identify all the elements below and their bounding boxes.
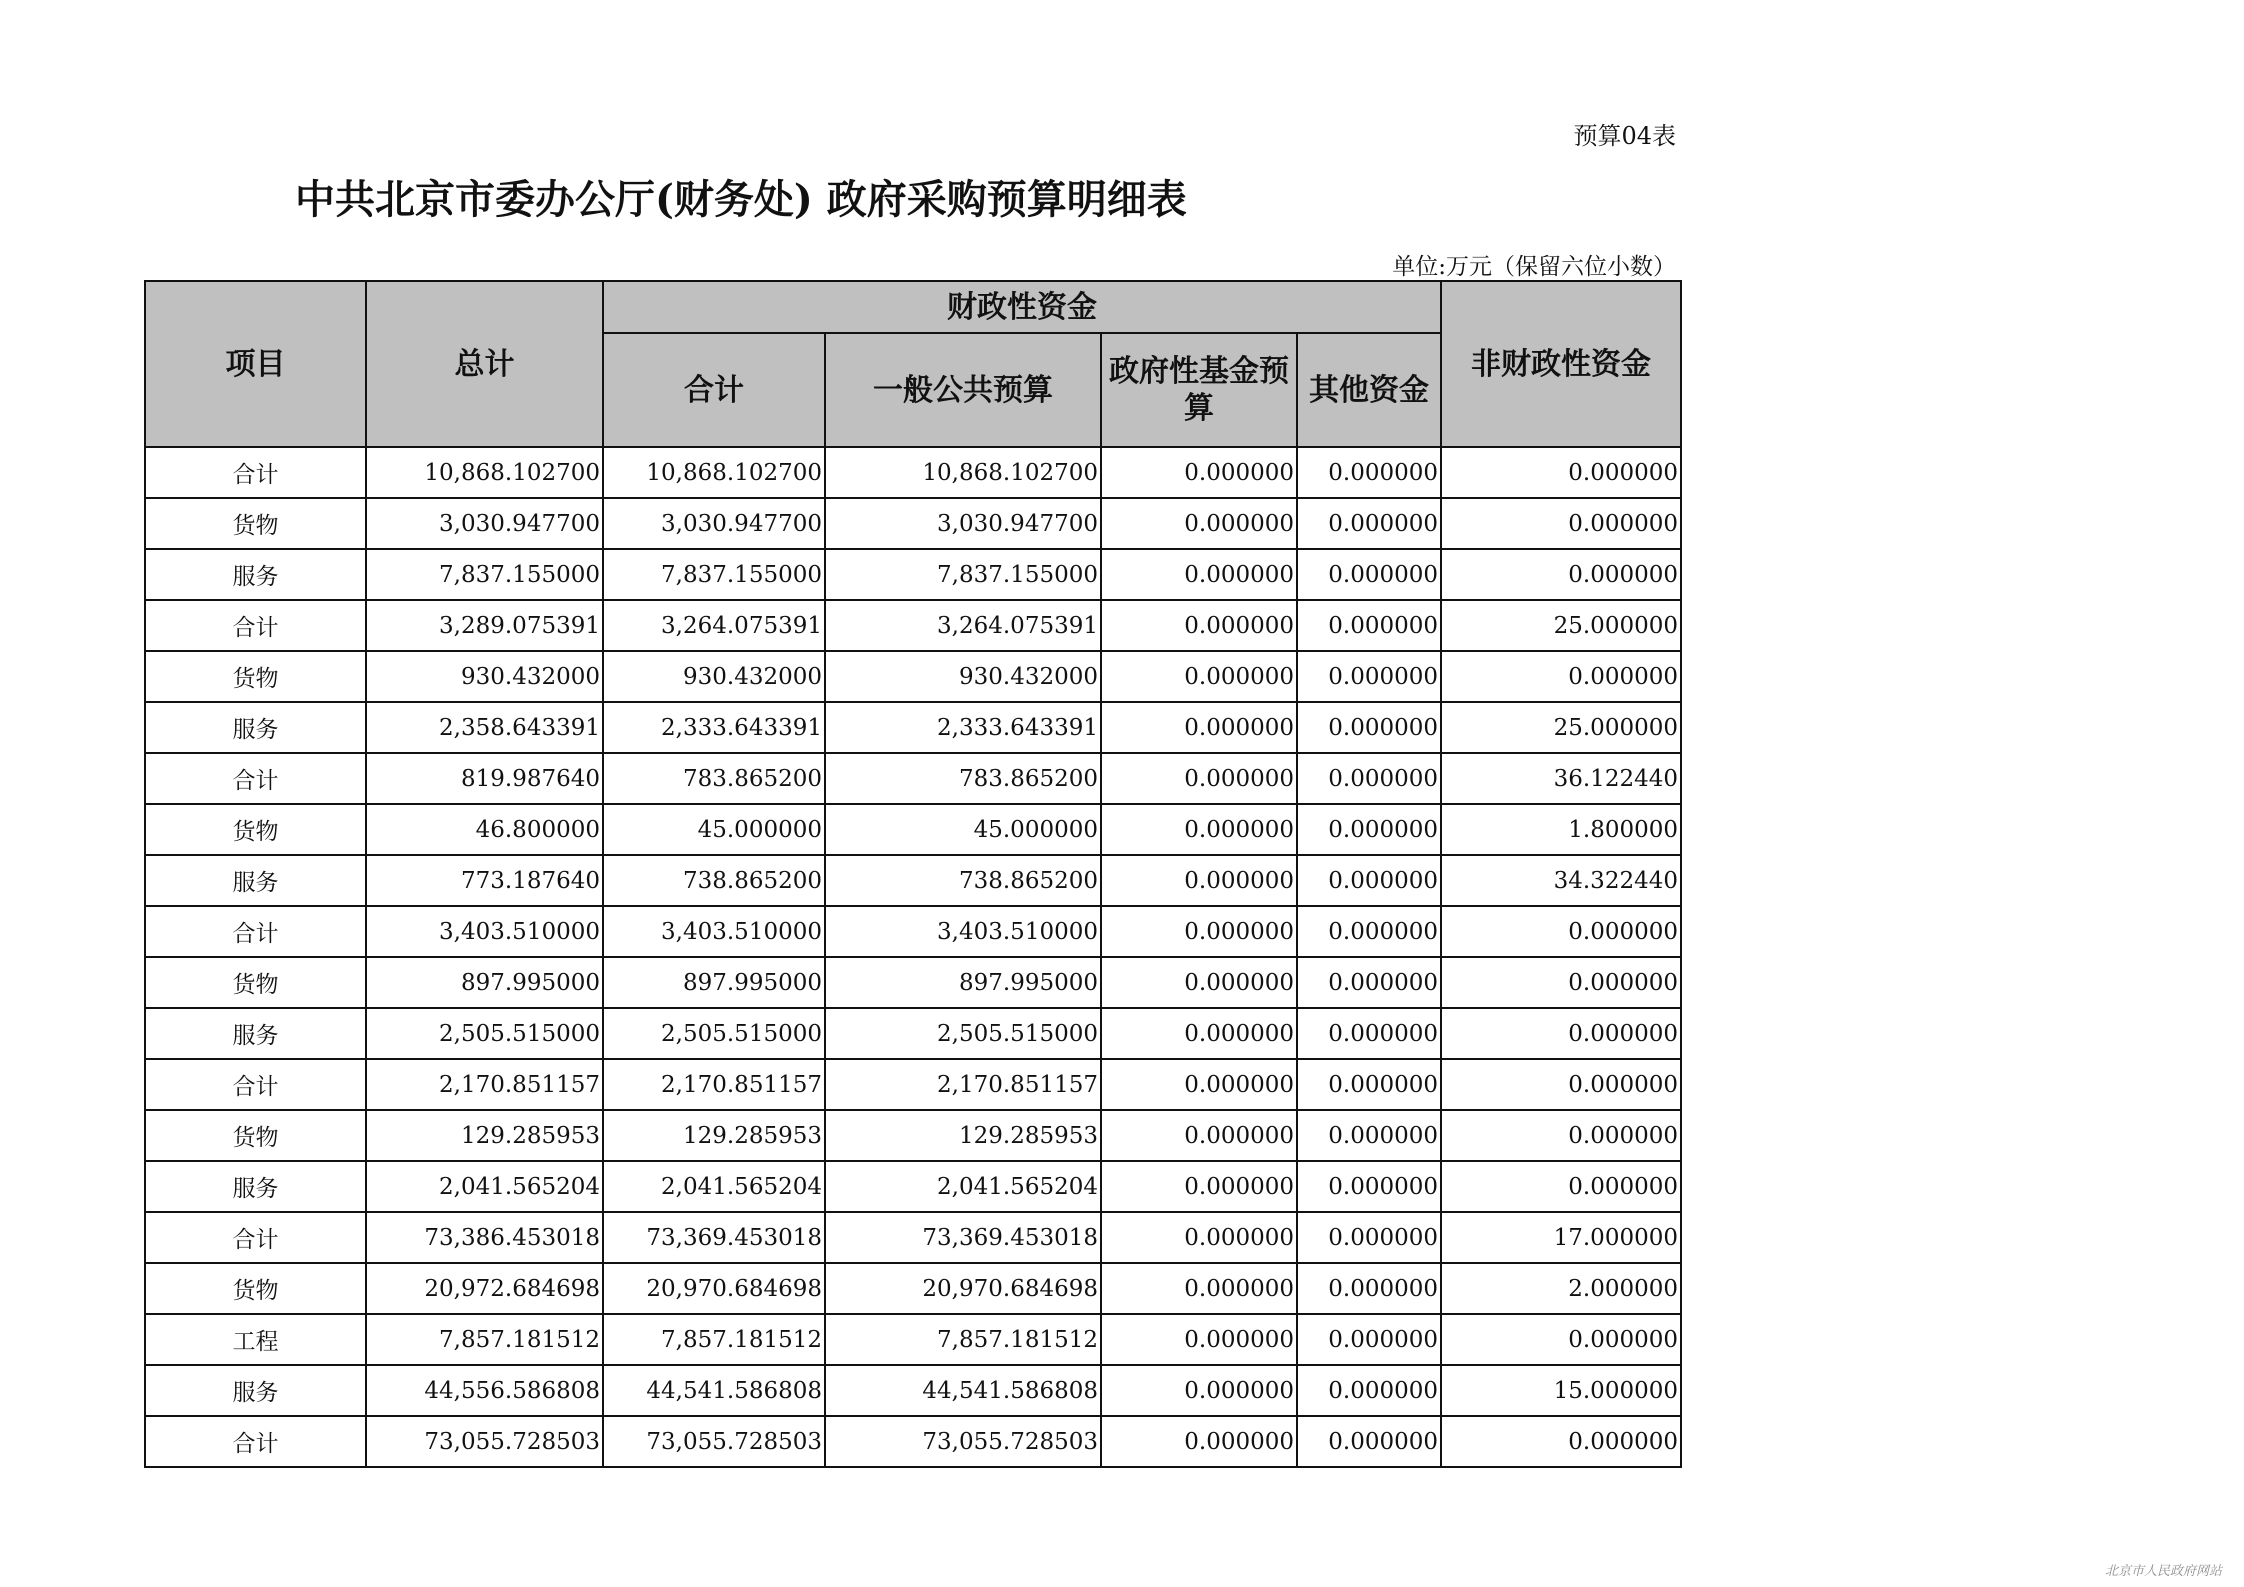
cell-general-budget: 129.285953 — [825, 1110, 1101, 1161]
cell-general-budget: 783.865200 — [825, 753, 1101, 804]
cell-gov-fund: 0.000000 — [1101, 1161, 1297, 1212]
cell-general-budget: 930.432000 — [825, 651, 1101, 702]
cell-fiscal-sum: 73,055.728503 — [603, 1416, 825, 1467]
cell-total: 20,972.684698 — [366, 1263, 603, 1314]
table-row — [145, 1416, 1681, 1467]
cell-gov-fund: 0.000000 — [1101, 651, 1297, 702]
cell-fiscal-sum: 2,170.851157 — [603, 1059, 825, 1110]
cell-non-fiscal: 0.000000 — [1441, 1416, 1681, 1467]
cell-gov-fund: 0.000000 — [1101, 1263, 1297, 1314]
table-row — [145, 957, 1681, 1008]
cell-other-funds: 0.000000 — [1297, 1365, 1441, 1416]
cell-total: 73,386.453018 — [366, 1212, 603, 1263]
cell-category: 服务 — [145, 855, 366, 906]
cell-general-budget: 10,868.102700 — [825, 447, 1101, 498]
cell-fiscal-sum: 3,030.947700 — [603, 498, 825, 549]
cell-gov-fund: 0.000000 — [1101, 957, 1297, 1008]
cell-general-budget: 44,541.586808 — [825, 1365, 1101, 1416]
cell-general-budget: 738.865200 — [825, 855, 1101, 906]
cell-gov-fund: 0.000000 — [1101, 1314, 1297, 1365]
cell-general-budget: 7,837.155000 — [825, 549, 1101, 600]
cell-other-funds: 0.000000 — [1297, 498, 1441, 549]
table-row — [145, 1008, 1681, 1059]
cell-general-budget: 20,970.684698 — [825, 1263, 1101, 1314]
cell-other-funds: 0.000000 — [1297, 651, 1441, 702]
cell-category: 合计 — [145, 753, 366, 804]
cell-general-budget: 3,264.075391 — [825, 600, 1101, 651]
cell-gov-fund: 0.000000 — [1101, 1110, 1297, 1161]
cell-category: 货物 — [145, 651, 366, 702]
table-row — [145, 600, 1681, 651]
cell-gov-fund: 0.000000 — [1101, 753, 1297, 804]
cell-other-funds: 0.000000 — [1297, 753, 1441, 804]
cell-total: 46.800000 — [366, 804, 603, 855]
cell-other-funds: 0.000000 — [1297, 1008, 1441, 1059]
cell-gov-fund: 0.000000 — [1101, 1212, 1297, 1263]
cell-general-budget: 2,041.565204 — [825, 1161, 1101, 1212]
cell-gov-fund: 0.000000 — [1101, 855, 1297, 906]
cell-fiscal-sum: 738.865200 — [603, 855, 825, 906]
cell-total: 129.285953 — [366, 1110, 603, 1161]
cell-general-budget: 3,030.947700 — [825, 498, 1101, 549]
cell-category: 货物 — [145, 1110, 366, 1161]
unit-note: 单位:万元（保留六位小数） — [1392, 254, 1676, 280]
cell-fiscal-sum: 2,041.565204 — [603, 1161, 825, 1212]
cell-non-fiscal: 0.000000 — [1441, 549, 1681, 600]
cell-category: 服务 — [145, 702, 366, 753]
table-row — [145, 549, 1681, 600]
cell-gov-fund: 0.000000 — [1101, 906, 1297, 957]
header-other-funds: 其他资金 — [1297, 333, 1441, 447]
cell-fiscal-sum: 2,333.643391 — [603, 702, 825, 753]
cell-category: 工程 — [145, 1314, 366, 1365]
cell-category: 合计 — [145, 600, 366, 651]
cell-fiscal-sum: 44,541.586808 — [603, 1365, 825, 1416]
cell-total: 10,868.102700 — [366, 447, 603, 498]
cell-other-funds: 0.000000 — [1297, 1263, 1441, 1314]
cell-other-funds: 0.000000 — [1297, 855, 1441, 906]
cell-total: 2,505.515000 — [366, 1008, 603, 1059]
cell-non-fiscal: 1.800000 — [1441, 804, 1681, 855]
cell-other-funds: 0.000000 — [1297, 957, 1441, 1008]
cell-fiscal-sum: 7,857.181512 — [603, 1314, 825, 1365]
cell-other-funds: 0.000000 — [1297, 1059, 1441, 1110]
header-item: 项目 — [145, 281, 366, 447]
cell-non-fiscal: 0.000000 — [1441, 1059, 1681, 1110]
cell-fiscal-sum: 73,369.453018 — [603, 1212, 825, 1263]
cell-category: 服务 — [145, 549, 366, 600]
cell-total: 73,055.728503 — [366, 1416, 603, 1467]
cell-non-fiscal: 17.000000 — [1441, 1212, 1681, 1263]
cell-general-budget: 2,333.643391 — [825, 702, 1101, 753]
table-row — [145, 702, 1681, 753]
cell-non-fiscal: 15.000000 — [1441, 1365, 1681, 1416]
cell-non-fiscal: 0.000000 — [1441, 1314, 1681, 1365]
table-row — [145, 651, 1681, 702]
table-header — [145, 281, 1681, 447]
cell-fiscal-sum: 10,868.102700 — [603, 447, 825, 498]
cell-non-fiscal: 0.000000 — [1441, 1161, 1681, 1212]
cell-gov-fund: 0.000000 — [1101, 1059, 1297, 1110]
cell-other-funds: 0.000000 — [1297, 447, 1441, 498]
header-gov-fund: 政府性基金预算 — [1101, 333, 1297, 447]
cell-total: 7,857.181512 — [366, 1314, 603, 1365]
cell-category: 合计 — [145, 1059, 366, 1110]
table-row — [145, 1314, 1681, 1365]
cell-non-fiscal: 2.000000 — [1441, 1263, 1681, 1314]
cell-other-funds: 0.000000 — [1297, 1416, 1441, 1467]
cell-fiscal-sum: 7,837.155000 — [603, 549, 825, 600]
cell-general-budget: 45.000000 — [825, 804, 1101, 855]
header-fiscal-sum: 合计 — [603, 333, 825, 447]
cell-gov-fund: 0.000000 — [1101, 549, 1297, 600]
cell-total: 3,403.510000 — [366, 906, 603, 957]
cell-total: 2,041.565204 — [366, 1161, 603, 1212]
cell-total: 819.987640 — [366, 753, 603, 804]
cell-fiscal-sum: 783.865200 — [603, 753, 825, 804]
table-row — [145, 1059, 1681, 1110]
cell-other-funds: 0.000000 — [1297, 1110, 1441, 1161]
cell-non-fiscal: 0.000000 — [1441, 447, 1681, 498]
cell-total: 2,358.643391 — [366, 702, 603, 753]
cell-gov-fund: 0.000000 — [1101, 1008, 1297, 1059]
header-total: 总计 — [366, 281, 603, 447]
cell-non-fiscal: 0.000000 — [1441, 1110, 1681, 1161]
cell-category: 货物 — [145, 1263, 366, 1314]
cell-fiscal-sum: 897.995000 — [603, 957, 825, 1008]
cell-other-funds: 0.000000 — [1297, 906, 1441, 957]
header-non-fiscal: 非财政性资金 — [1441, 281, 1681, 447]
cell-non-fiscal: 25.000000 — [1441, 600, 1681, 651]
cell-general-budget: 7,857.181512 — [825, 1314, 1101, 1365]
cell-category: 合计 — [145, 447, 366, 498]
cell-other-funds: 0.000000 — [1297, 600, 1441, 651]
cell-gov-fund: 0.000000 — [1101, 1365, 1297, 1416]
cell-total: 3,289.075391 — [366, 600, 603, 651]
table-body — [145, 447, 1681, 1467]
cell-total: 897.995000 — [366, 957, 603, 1008]
cell-gov-fund: 0.000000 — [1101, 600, 1297, 651]
header-general-budget: 一般公共预算 — [825, 333, 1101, 447]
cell-general-budget: 3,403.510000 — [825, 906, 1101, 957]
cell-other-funds: 0.000000 — [1297, 804, 1441, 855]
table-row — [145, 906, 1681, 957]
page-title: 中共北京市委办公厅(财务处) 政府采购预算明细表 — [295, 176, 1187, 223]
table-row — [145, 1212, 1681, 1263]
cell-category: 服务 — [145, 1161, 366, 1212]
cell-other-funds: 0.000000 — [1297, 1212, 1441, 1263]
table-row — [145, 753, 1681, 804]
cell-other-funds: 0.000000 — [1297, 1161, 1441, 1212]
cell-gov-fund: 0.000000 — [1101, 1416, 1297, 1467]
cell-non-fiscal: 0.000000 — [1441, 651, 1681, 702]
cell-fiscal-sum: 3,403.510000 — [603, 906, 825, 957]
cell-other-funds: 0.000000 — [1297, 702, 1441, 753]
cell-general-budget: 2,505.515000 — [825, 1008, 1101, 1059]
cell-non-fiscal: 0.000000 — [1441, 1008, 1681, 1059]
table-row — [145, 498, 1681, 549]
header-fiscal-group: 财政性资金 — [603, 281, 1441, 333]
table-row — [145, 1161, 1681, 1212]
cell-total: 930.432000 — [366, 651, 603, 702]
cell-fiscal-sum: 45.000000 — [603, 804, 825, 855]
table-row — [145, 804, 1681, 855]
cell-general-budget: 73,055.728503 — [825, 1416, 1101, 1467]
cell-total: 7,837.155000 — [366, 549, 603, 600]
cell-non-fiscal: 36.122440 — [1441, 753, 1681, 804]
cell-gov-fund: 0.000000 — [1101, 447, 1297, 498]
cell-non-fiscal: 25.000000 — [1441, 702, 1681, 753]
cell-category: 服务 — [145, 1008, 366, 1059]
procurement-budget-table — [144, 280, 1682, 1468]
cell-total: 44,556.586808 — [366, 1365, 603, 1416]
table-row — [145, 1365, 1681, 1416]
cell-fiscal-sum: 20,970.684698 — [603, 1263, 825, 1314]
cell-category: 货物 — [145, 804, 366, 855]
table-row — [145, 447, 1681, 498]
cell-gov-fund: 0.000000 — [1101, 702, 1297, 753]
cell-general-budget: 73,369.453018 — [825, 1212, 1101, 1263]
cell-total: 773.187640 — [366, 855, 603, 906]
form-code: 预算04表 — [1573, 122, 1676, 150]
cell-category: 货物 — [145, 498, 366, 549]
cell-category: 货物 — [145, 957, 366, 1008]
cell-fiscal-sum: 2,505.515000 — [603, 1008, 825, 1059]
cell-gov-fund: 0.000000 — [1101, 804, 1297, 855]
cell-non-fiscal: 0.000000 — [1441, 957, 1681, 1008]
cell-gov-fund: 0.000000 — [1101, 498, 1297, 549]
cell-fiscal-sum: 930.432000 — [603, 651, 825, 702]
cell-category: 合计 — [145, 906, 366, 957]
cell-general-budget: 2,170.851157 — [825, 1059, 1101, 1110]
cell-non-fiscal: 34.322440 — [1441, 855, 1681, 906]
table-row — [145, 1263, 1681, 1314]
cell-non-fiscal: 0.000000 — [1441, 906, 1681, 957]
cell-non-fiscal: 0.000000 — [1441, 498, 1681, 549]
cell-category: 合计 — [145, 1212, 366, 1263]
cell-fiscal-sum: 129.285953 — [603, 1110, 825, 1161]
table-row — [145, 1110, 1681, 1161]
cell-other-funds: 0.000000 — [1297, 549, 1441, 600]
cell-fiscal-sum: 3,264.075391 — [603, 600, 825, 651]
table-row — [145, 855, 1681, 906]
cell-total: 3,030.947700 — [366, 498, 603, 549]
site-watermark: 北京市人民政府网站 — [2104, 1564, 2222, 1579]
cell-category: 合计 — [145, 1416, 366, 1467]
cell-category: 服务 — [145, 1365, 366, 1416]
cell-total: 2,170.851157 — [366, 1059, 603, 1110]
cell-general-budget: 897.995000 — [825, 957, 1101, 1008]
cell-other-funds: 0.000000 — [1297, 1314, 1441, 1365]
